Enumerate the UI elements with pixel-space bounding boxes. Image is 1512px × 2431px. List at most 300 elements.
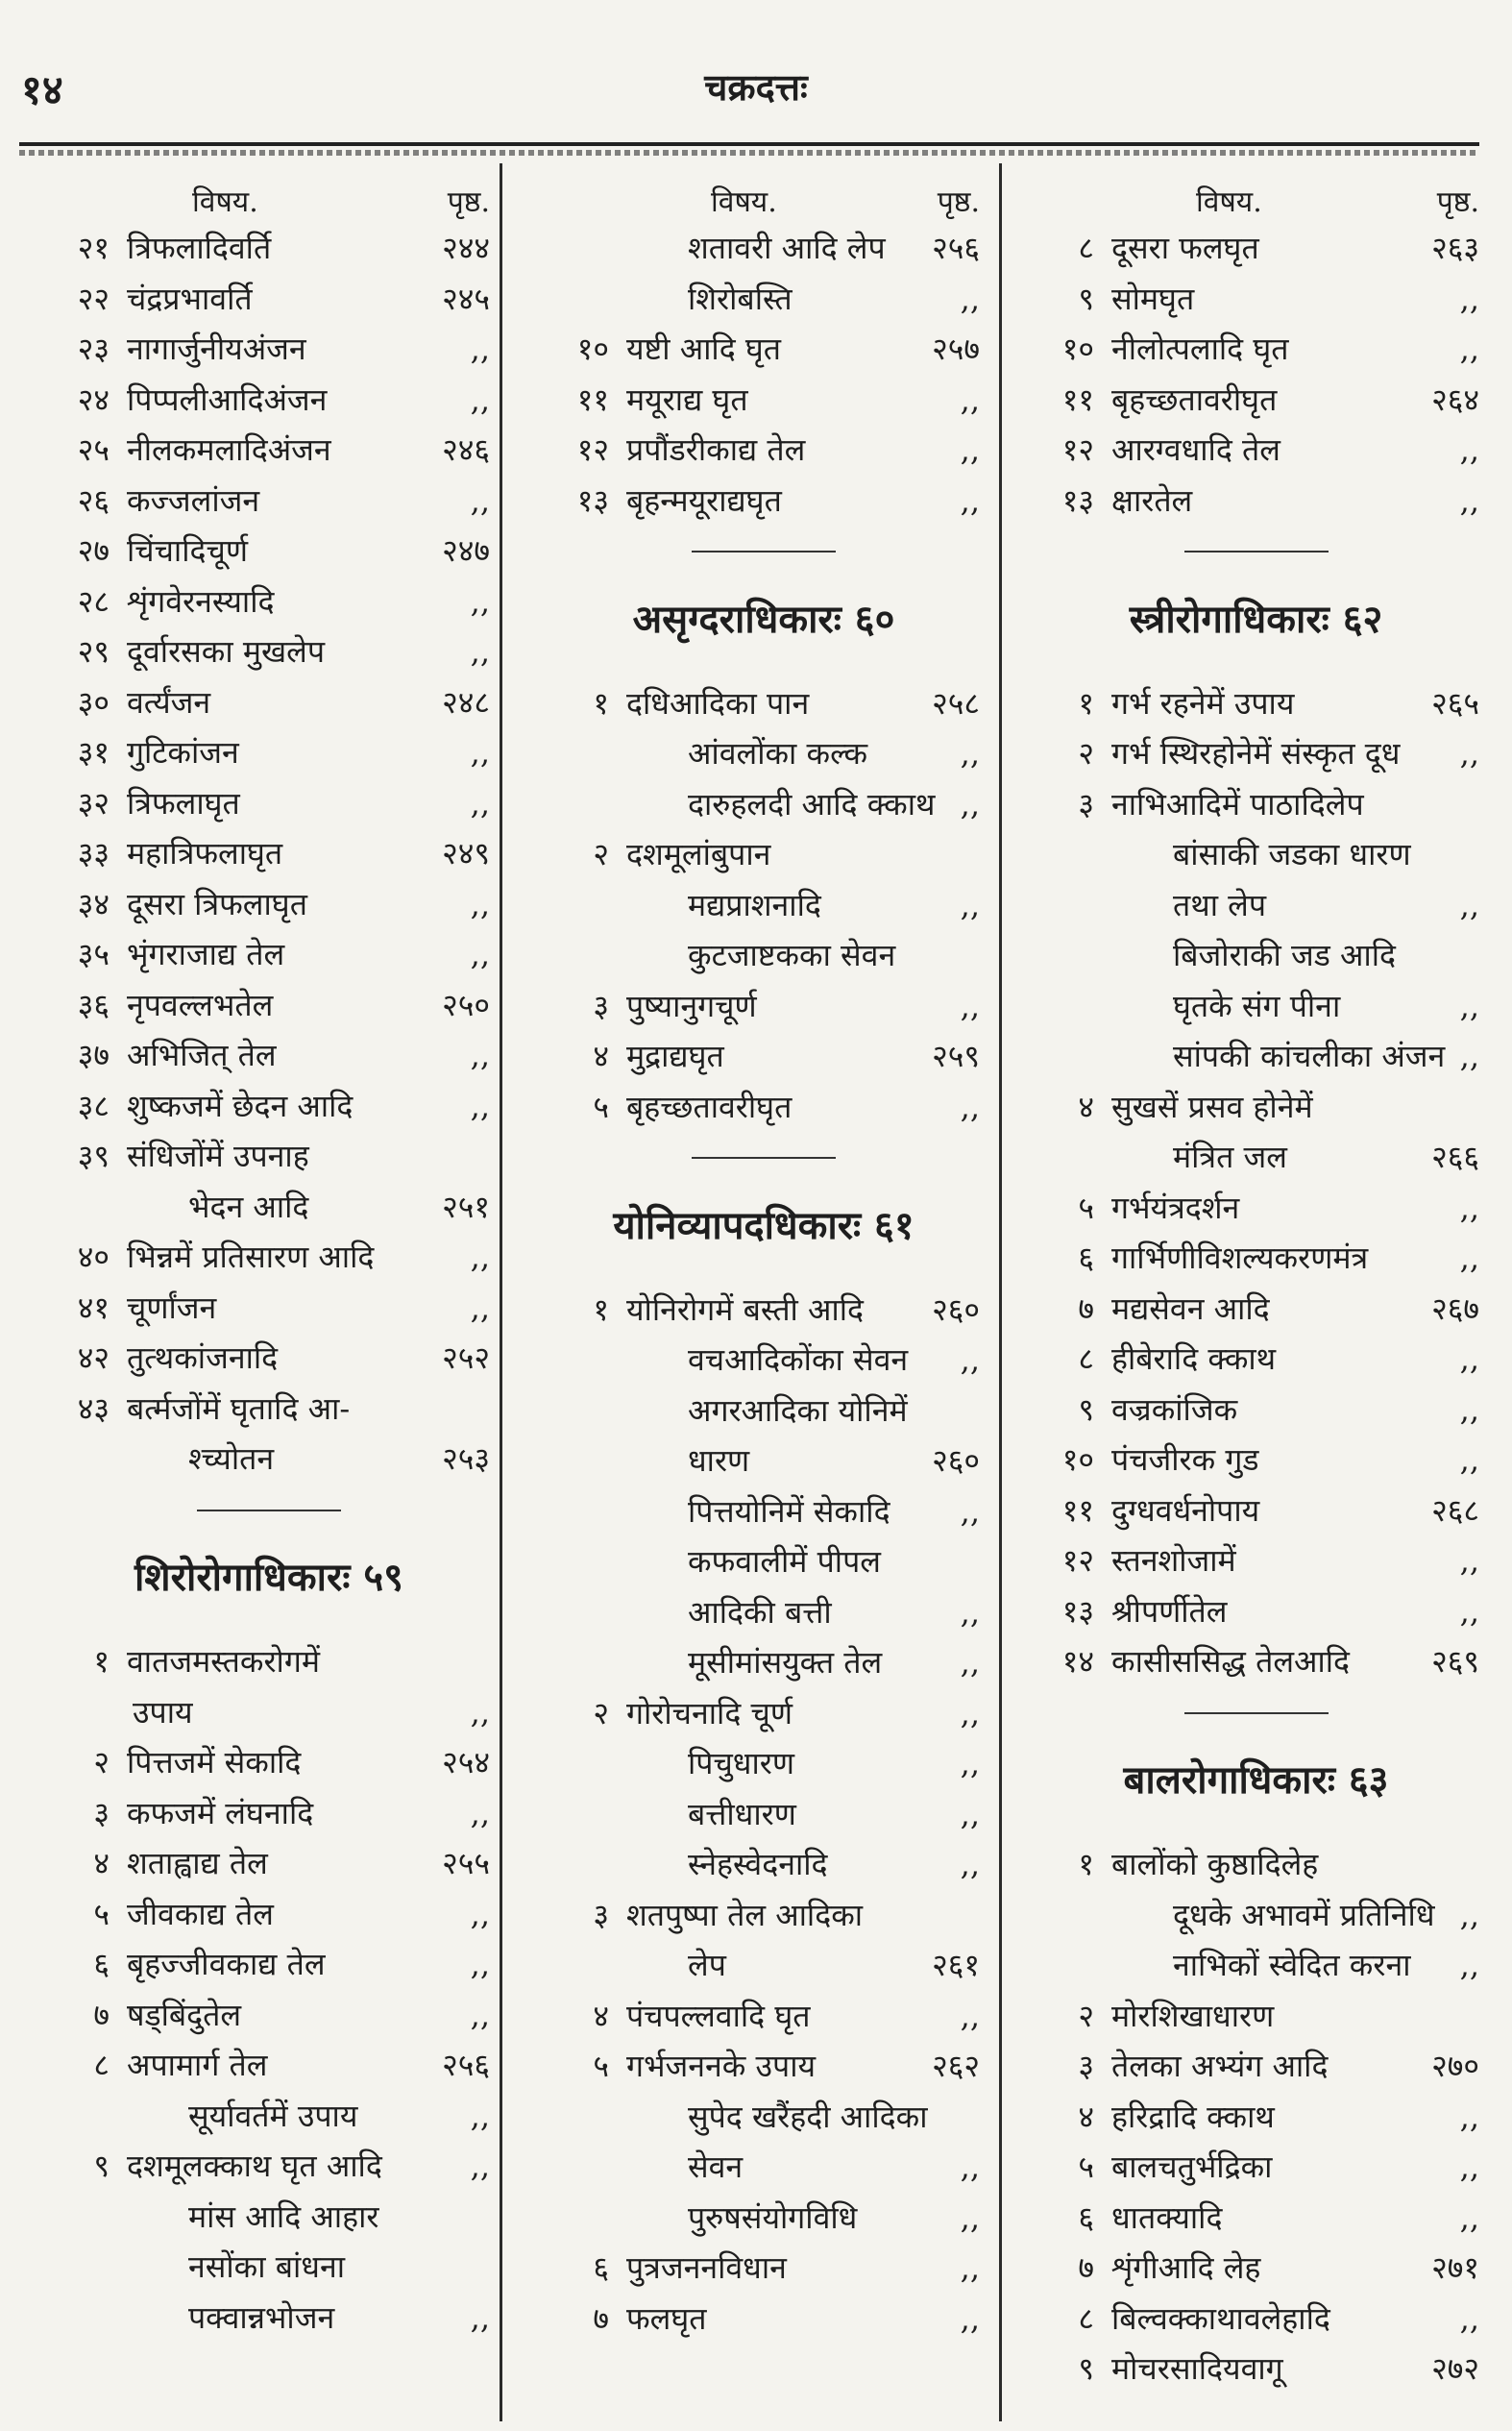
index-entry xyxy=(548,375,980,426)
index-entry xyxy=(1033,1334,1479,1385)
entry-title: बृहन्मयूराद्यघृत xyxy=(626,481,782,519)
entry-number: ८ xyxy=(93,2047,110,2083)
entry-page: ,, xyxy=(960,735,980,772)
entry-title: दूर्वारसका मुखलेप xyxy=(127,633,326,670)
entry-number: ३५ xyxy=(77,936,110,972)
entry-number: २ xyxy=(93,1744,110,1780)
entry-number: १२ xyxy=(576,431,609,468)
index-entry xyxy=(48,2141,490,2192)
index-entry xyxy=(48,1939,490,1990)
index-entry xyxy=(548,1890,980,1941)
section-separator xyxy=(48,1485,490,1535)
entry-page: ,, xyxy=(470,1794,490,1831)
index-entry xyxy=(548,728,980,779)
entry-page: २५८ xyxy=(932,684,980,722)
index-entry xyxy=(48,476,490,527)
entry-page: २६७ xyxy=(1431,1289,1479,1327)
index-entry xyxy=(48,1131,490,1182)
heading-page: पृष्ठ. xyxy=(937,185,980,219)
entry-number: ३ xyxy=(1078,785,1094,823)
index-column-1 xyxy=(48,173,490,2343)
entry-number: २ xyxy=(1078,1997,1094,2034)
entry-number: ११ xyxy=(576,381,609,418)
entry-title: पिप्पलीआदिअंजन xyxy=(127,381,328,418)
entry-title: सुपेद खरैंहदी आदिका xyxy=(688,2098,928,2135)
index-entry xyxy=(1033,1890,1479,1941)
index-entry xyxy=(1033,1233,1479,1284)
index-entry xyxy=(1033,2243,1479,2294)
entry-title: कुटजाष्टकका सेवन xyxy=(688,937,896,973)
entry-title: बालचतुर्भद्रिका xyxy=(1111,2149,1273,2185)
entry-title: आदिकी बत्ती xyxy=(688,1593,832,1631)
entry-page: ,, xyxy=(960,2249,980,2286)
index-entry xyxy=(548,1082,980,1133)
entry-number: ८ xyxy=(1078,2299,1094,2337)
index-entry xyxy=(48,2040,490,2091)
entry-number: १३ xyxy=(576,481,609,519)
entry-title: घृतके संग पीना xyxy=(1173,987,1341,1024)
entry-title: महात्रिफलाघृत xyxy=(127,835,283,872)
entry-page: २६० xyxy=(932,1290,980,1328)
entry-title: फलघृत xyxy=(626,2299,707,2337)
index-entry xyxy=(48,1687,490,1738)
entry-number: ४ xyxy=(1078,1088,1094,1125)
column-heading xyxy=(1033,173,1479,223)
index-entry xyxy=(48,626,490,677)
entry-number: १२ xyxy=(1061,1542,1094,1579)
index-entry xyxy=(1033,2294,1479,2345)
index-entry xyxy=(48,223,490,274)
entry-page: ,, xyxy=(1459,1896,1479,1933)
entry-title: मुद्राद्यघृत xyxy=(626,1038,724,1074)
entry-title: नागार्जुनीयअंजन xyxy=(127,331,306,367)
entry-number: ५ xyxy=(1078,2149,1094,2185)
section-heading: शिरोरोगाधिकारः ५९ xyxy=(134,1555,403,1600)
entry-page: ,, xyxy=(470,1087,490,1124)
entry-page: ,, xyxy=(470,734,490,771)
entry-page: २६५ xyxy=(1431,684,1479,722)
section-separator xyxy=(1033,1687,1479,1738)
index-entry xyxy=(48,1434,490,1485)
running-title: चक्रदत्तः xyxy=(704,65,808,109)
entry-number: ३२ xyxy=(77,784,110,822)
entry-page: ,, xyxy=(470,582,490,620)
index-entry xyxy=(48,1030,490,1081)
index-entry xyxy=(48,1838,490,1889)
index-entry xyxy=(548,1031,980,1082)
entry-title: तेलका अभ्यंग आदि xyxy=(1111,2048,1329,2084)
index-entry xyxy=(48,577,490,627)
index-entry xyxy=(1033,829,1479,880)
entry-page: ,, xyxy=(1459,1038,1479,1074)
entry-number: ४३ xyxy=(77,1389,110,1427)
entry-number: ७ xyxy=(1078,1289,1094,1327)
entry-title: पुत्रजननविधान xyxy=(626,2249,787,2286)
column-heading xyxy=(548,173,980,223)
entry-title: बृहच्छतावरीघृत xyxy=(1111,381,1278,418)
entry-number: ४० xyxy=(77,1239,110,1275)
entry-title: मयूराद्य घृत xyxy=(626,381,748,418)
index-entry xyxy=(48,1182,490,1233)
entry-number: ६ xyxy=(1078,1240,1094,1276)
index-entry xyxy=(1033,223,1479,274)
entry-title: श्रीपर्णीतेल xyxy=(1111,1592,1228,1630)
entry-page: २६८ xyxy=(1431,1491,1479,1529)
entry-page: २६९ xyxy=(1431,1643,1479,1680)
entry-title: पित्तयोनिमें सेकादि xyxy=(688,1492,890,1530)
entry-page: २६२ xyxy=(932,2048,980,2084)
index-entry xyxy=(1033,1636,1479,1687)
entry-title: दशमूलांबुपान xyxy=(626,836,771,872)
index-entry xyxy=(48,1081,490,1132)
entry-page: २४५ xyxy=(442,280,490,317)
entry-title: गोरोचनादि चूर्ण xyxy=(626,1694,793,1731)
entry-page: ,, xyxy=(960,1846,980,1882)
entry-title: सेवन xyxy=(688,2149,744,2185)
entry-number: ५ xyxy=(593,2048,609,2084)
index-entry xyxy=(548,1991,980,2042)
index-entry xyxy=(48,1636,490,1687)
entry-number: १० xyxy=(1061,331,1094,367)
index-entry xyxy=(1033,274,1479,325)
entry-page: २६३ xyxy=(1431,230,1479,266)
entry-title: त्रिफलादिवर्ति xyxy=(127,230,272,266)
entry-page: ,, xyxy=(960,1341,980,1378)
entry-page: २५९ xyxy=(932,1038,980,1074)
entry-page: २७० xyxy=(1431,2048,1479,2084)
entry-title: शृंगीआदि लेह xyxy=(1111,2249,1261,2286)
entry-number: ६ xyxy=(593,2249,609,2286)
entry-title: दूसरा फलघृत xyxy=(1111,230,1259,266)
entry-page: ,, xyxy=(470,381,490,418)
entry-page: ,, xyxy=(1459,2299,1479,2337)
entry-title: भिन्नमें प्रतिसारण आदि xyxy=(127,1239,375,1275)
index-entry xyxy=(548,425,980,476)
entry-page: २४८ xyxy=(442,683,490,721)
entry-page: २५७ xyxy=(932,331,980,367)
entry-number: २२ xyxy=(77,280,110,317)
entry-title: तथा लेप xyxy=(1173,886,1267,923)
entry-page: ,, xyxy=(1459,481,1479,519)
entry-page: ,, xyxy=(470,1895,490,1932)
entry-page: २४४ xyxy=(442,230,490,266)
entry-page: ,, xyxy=(470,784,490,822)
index-entry xyxy=(48,1788,490,1839)
index-entry xyxy=(48,274,490,325)
entry-page: २५६ xyxy=(932,230,980,266)
entry-title: दशमूलक्काथ घृत आदि xyxy=(127,2148,382,2184)
section-heading: योनिव्यापदधिकारः ६१ xyxy=(613,1202,915,1248)
entry-page: २६१ xyxy=(932,1947,980,1983)
index-entry xyxy=(48,677,490,728)
entry-title: बर्त्मजोंमें घृतादि आ- xyxy=(127,1389,351,1427)
heading-subject: विषय. xyxy=(711,185,777,219)
entry-page: २४९ xyxy=(442,835,490,872)
entry-page: ,, xyxy=(1459,1390,1479,1428)
index-entry xyxy=(48,727,490,778)
entry-number: ५ xyxy=(93,1895,110,1932)
entry-title: मद्यप्राशनादि xyxy=(688,886,821,923)
entry-title: दूसरा त्रिफलाघृत xyxy=(127,885,307,922)
entry-number: ९ xyxy=(1078,1390,1094,1428)
entry-title: कफवालीमें पीपल xyxy=(688,1543,881,1580)
entry-title: आंवलोंका कल्क xyxy=(688,735,868,772)
entry-page: ,, xyxy=(470,1693,490,1731)
index-entry xyxy=(1033,1183,1479,1234)
entry-number: ४ xyxy=(93,1845,110,1881)
entry-title: चिंचादिचूर्ण xyxy=(127,532,248,569)
index-entry xyxy=(1033,1839,1479,1890)
entry-page: २४६ xyxy=(442,431,490,468)
index-entry xyxy=(548,1386,980,1436)
entry-title: नाभिआदिमें पाठादिलेप xyxy=(1111,785,1364,823)
entry-page: ,, xyxy=(960,1795,980,1832)
index-entry xyxy=(48,778,490,829)
index-entry xyxy=(548,1335,980,1386)
entry-page: ,, xyxy=(960,1997,980,2034)
entry-page: ,, xyxy=(470,2148,490,2184)
section-heading: असृग्दराधिकारः ६० xyxy=(632,596,895,642)
heading-subject: विषय. xyxy=(1196,185,1262,219)
entry-number: २४ xyxy=(77,381,110,418)
index-entry xyxy=(548,2294,980,2345)
entry-title: नसोंका बांधना xyxy=(188,2248,346,2285)
index-entry xyxy=(1033,324,1479,375)
entry-page: ,, xyxy=(960,987,980,1024)
index-entry xyxy=(548,981,980,1032)
entry-title: दारुहलदी आदि क्काथ xyxy=(688,785,936,823)
index-entry xyxy=(1033,2344,1479,2394)
index-entry xyxy=(548,476,980,527)
index-entry xyxy=(1033,1535,1479,1586)
entry-title: धातक्यादि xyxy=(1111,2198,1223,2236)
index-entry xyxy=(1033,728,1479,779)
entry-page: ,, xyxy=(1459,431,1479,468)
heading-page: पृष्ठ. xyxy=(1436,185,1479,219)
entry-title: कफजमें लंघनादि xyxy=(127,1794,314,1831)
entry-page: ,, xyxy=(1459,280,1479,317)
entry-title: गर्भजननके उपाय xyxy=(626,2048,817,2084)
entry-number: १२ xyxy=(1061,431,1094,468)
entry-number: १३ xyxy=(1061,1592,1094,1630)
entry-number: १४ xyxy=(1061,1643,1094,1680)
index-entry xyxy=(48,2091,490,2142)
entry-title: नृपवल्लभतेल xyxy=(127,986,274,1023)
entry-number: ४ xyxy=(593,1038,609,1074)
entry-page: ,, xyxy=(960,886,980,923)
entry-title: मद्यसेवन आदि xyxy=(1111,1289,1270,1327)
entry-page: २५४ xyxy=(442,1744,490,1780)
entry-title: संधिजोंमें उपनाह xyxy=(127,1138,309,1174)
index-entry xyxy=(1033,1435,1479,1486)
entry-title: मोरशिखाधारण xyxy=(1111,1997,1275,2034)
entry-number: १ xyxy=(93,1643,110,1680)
entry-number: ३० xyxy=(77,683,110,721)
entry-number: २९ xyxy=(77,633,110,670)
entry-number: ९ xyxy=(1078,280,1094,317)
entry-title: गर्भ स्थिरहोनेमें संस्कृत दूध xyxy=(1111,735,1401,772)
index-column-3 xyxy=(1033,173,1479,2394)
entry-page: २५५ xyxy=(442,1845,490,1881)
index-entry xyxy=(548,1285,980,1336)
index-entry xyxy=(548,1839,980,1890)
entry-title: क्षारतेल xyxy=(1111,481,1193,519)
entry-number: ३७ xyxy=(77,1037,110,1073)
index-entry xyxy=(48,526,490,577)
index-entry xyxy=(1033,981,1479,1032)
entry-title: बिल्वक्काथावलेहादि xyxy=(1111,2299,1330,2337)
index-entry xyxy=(548,223,980,274)
index-entry xyxy=(1033,476,1479,527)
entry-title: वज्रकांजिक xyxy=(1111,1390,1238,1428)
entry-title: पुरुषसंयोगविधि xyxy=(688,2198,858,2236)
index-entry xyxy=(1033,2092,1479,2143)
index-entry xyxy=(48,828,490,879)
index-entry xyxy=(48,425,490,476)
index-entry xyxy=(548,2041,980,2092)
entry-number: ३४ xyxy=(77,885,110,922)
entry-number: १ xyxy=(1078,684,1094,722)
entry-page: ,, xyxy=(1459,2149,1479,2185)
index-entry xyxy=(48,2293,490,2344)
entry-page: २५२ xyxy=(442,1339,490,1376)
heading-page: पृष्ठ. xyxy=(447,185,490,219)
entry-title: सूर्यावर्तमें उपाय xyxy=(188,2097,358,2134)
entry-page: ,, xyxy=(470,331,490,367)
entry-title: वचआदिकोंका सेवन xyxy=(688,1341,909,1378)
entry-number: ६ xyxy=(1078,2198,1094,2236)
index-entry xyxy=(1033,1082,1479,1133)
entry-title: दूधके अभावमें प्रतिनिधि xyxy=(1173,1896,1435,1933)
entry-title: गर्भयंत्रदर्शन xyxy=(1111,1189,1240,1226)
entry-page: ,, xyxy=(1459,1240,1479,1276)
entry-page: ,, xyxy=(960,1745,980,1781)
entry-page: ,, xyxy=(470,1037,490,1073)
entry-page: ,, xyxy=(960,2299,980,2337)
entry-page: ,, xyxy=(960,381,980,418)
entry-title: मोचरसादियवागू xyxy=(1111,2350,1283,2387)
entry-title: मूसीमांसयुक्त तेल xyxy=(688,1644,883,1681)
entry-title: शुष्कजमें छेदन आदि xyxy=(127,1087,354,1124)
entry-page: ,, xyxy=(1459,987,1479,1024)
entry-title: शतावरी आदि लेप xyxy=(688,230,886,266)
entry-number: २ xyxy=(593,836,609,872)
index-entry xyxy=(48,1333,490,1384)
index-entry xyxy=(1033,2193,1479,2244)
entry-title: जीवकाद्य तेल xyxy=(127,1895,274,1932)
entry-title: पक्वान्नभोजन xyxy=(188,2298,335,2336)
entry-title: सोमघृत xyxy=(1111,280,1195,317)
entry-title: लेप xyxy=(688,1947,726,1983)
entry-page: ,, xyxy=(1459,1189,1479,1226)
index-entry xyxy=(1033,1486,1479,1536)
entry-title: शतपुष्पा तेल आदिका xyxy=(626,1896,864,1933)
section-separator xyxy=(548,1132,980,1183)
entry-page: ,, xyxy=(1459,1947,1479,1983)
index-entry xyxy=(1033,880,1479,931)
entry-page: ,, xyxy=(960,2198,980,2236)
entry-title: हरिद्रादि क्काथ xyxy=(1111,2098,1275,2135)
entry-number: ५ xyxy=(1078,1189,1094,1226)
column-divider xyxy=(500,163,502,2421)
entry-page: ,, xyxy=(1459,331,1479,367)
entry-title: भृंगराजाद्य तेल xyxy=(127,936,285,972)
entry-title: गार्भिणीविशल्यकरणमंत्र xyxy=(1111,1240,1369,1276)
index-entry xyxy=(1033,1991,1479,2042)
index-column-2 xyxy=(548,173,980,2344)
entry-title: बृहच्छतावरीघृत xyxy=(626,1088,793,1125)
entry-number: १० xyxy=(1061,1441,1094,1478)
entry-number: ४ xyxy=(593,1997,609,2034)
index-entry xyxy=(548,1940,980,1991)
entry-number: १ xyxy=(1078,1846,1094,1882)
entry-title: मंत्रित जल xyxy=(1173,1139,1287,1175)
entry-page: ,, xyxy=(960,2149,980,2185)
entry-number: २१ xyxy=(77,230,110,266)
entry-title: आरग्वधादि तेल xyxy=(1111,431,1280,468)
entry-page: ,, xyxy=(960,1593,980,1631)
index-entry xyxy=(1033,678,1479,729)
index-entry xyxy=(548,324,980,375)
entry-page: ,, xyxy=(1459,2198,1479,2236)
entry-title: भेदन आदि xyxy=(188,1188,309,1225)
entry-number: ३१ xyxy=(77,734,110,771)
entry-page: ,, xyxy=(470,481,490,519)
entry-page: ,, xyxy=(470,633,490,670)
entry-number: १ xyxy=(593,684,609,722)
entry-title: अभिजित् तेल xyxy=(127,1037,277,1073)
entry-title: बालोंको कुष्ठादिलेह xyxy=(1111,1846,1319,1882)
entry-number: ४१ xyxy=(77,1289,110,1326)
index-entry xyxy=(48,929,490,980)
entry-title: मांस आदि आहार xyxy=(188,2198,379,2235)
entry-page: ,, xyxy=(470,936,490,972)
entry-page: ,, xyxy=(960,1644,980,1681)
entry-page: २५३ xyxy=(442,1440,490,1477)
index-entry xyxy=(1033,375,1479,426)
entry-page: ,, xyxy=(470,1996,490,2033)
index-entry xyxy=(1033,1031,1479,1082)
entry-number: ३ xyxy=(93,1794,110,1831)
section-heading: स्त्रीरोगाधिकारः ६२ xyxy=(1129,596,1383,642)
index-entry xyxy=(1033,2041,1479,2092)
entry-page: ,, xyxy=(470,885,490,922)
entry-title: शृंगवेरनस्यादि xyxy=(127,582,275,620)
entry-page: ,, xyxy=(960,280,980,317)
index-entry xyxy=(1033,1385,1479,1436)
entry-title: शताह्वाद्य तेल xyxy=(127,1845,268,1881)
entry-title: बृहज्जीवकाद्य तेल xyxy=(127,1946,326,1982)
entry-number: ३ xyxy=(1078,2048,1094,2084)
entry-title: चंद्रप्रभावर्ति xyxy=(127,280,253,317)
entry-number: ७ xyxy=(93,1996,110,2033)
index-entry xyxy=(548,2142,980,2193)
index-entry xyxy=(48,1283,490,1334)
entry-title: प्रपौंडरीकाद्य तेल xyxy=(626,431,806,468)
entry-title: नीलोत्पलादि घृत xyxy=(1111,331,1289,367)
entry-title: अगरआदिका योनिमें xyxy=(688,1391,908,1429)
entry-page: ,, xyxy=(470,1289,490,1326)
index-entry xyxy=(48,2242,490,2293)
entry-title: गुटिकांजन xyxy=(127,734,239,771)
entry-title: कज्जलांजन xyxy=(127,481,260,519)
entry-page: ,, xyxy=(470,2298,490,2336)
index-entry xyxy=(548,779,980,830)
page-number: १४ xyxy=(21,66,63,113)
index-entry xyxy=(548,1587,980,1638)
entry-title: सुखसें प्रसव होनेमें xyxy=(1111,1088,1313,1125)
entry-page: २६६ xyxy=(1431,1139,1479,1175)
